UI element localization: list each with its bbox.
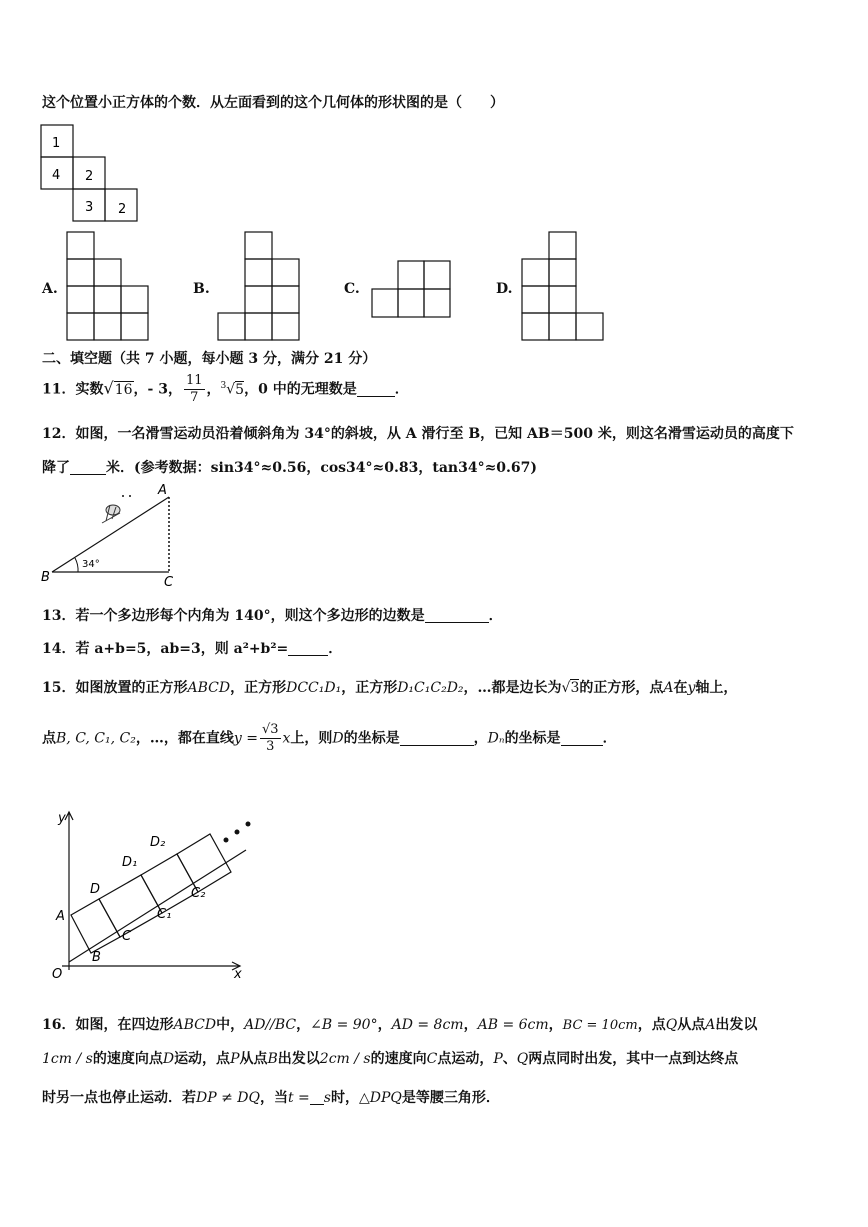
question-13: 13．若一个多边形每个内角为 140°，则这个多边形的边数是 ． bbox=[42, 608, 503, 624]
ellipsis-dot bbox=[224, 838, 229, 843]
point-label-c: C bbox=[122, 929, 132, 944]
option-b-label[interactable]: B. bbox=[193, 281, 210, 297]
axis-label-y: y bbox=[58, 811, 66, 826]
ellipsis-dot bbox=[246, 822, 251, 827]
label-a: A bbox=[158, 483, 167, 498]
point-label-d: D bbox=[90, 882, 101, 897]
label-c: C bbox=[164, 575, 174, 590]
axis-label-x: x bbox=[234, 967, 242, 982]
point-label-a: A bbox=[56, 909, 65, 924]
ski-slope-figure bbox=[40, 483, 190, 588]
section-heading: 二、填空题（共 7 小题，每小题 3 分，满分 21 分） bbox=[42, 351, 377, 367]
fraction-sqrt3-3: $\frac{√3}{3}$ bbox=[261, 722, 279, 754]
answer-blank-12[interactable] bbox=[70, 460, 106, 475]
point-label-d2: D₂ bbox=[150, 835, 166, 850]
answer-blank-15a[interactable] bbox=[400, 731, 474, 746]
option-c-label[interactable]: C. bbox=[344, 281, 360, 297]
cell-number-4: 3 bbox=[85, 200, 94, 215]
question-14: 14．若 a+b=5，ab=3，则 a²+b²= ． bbox=[42, 641, 343, 657]
cell-number-3: 2 bbox=[85, 169, 94, 184]
coordinate-squares-figure bbox=[40, 800, 260, 985]
option-d-figure[interactable] bbox=[521, 230, 605, 342]
top-view-grid-figure bbox=[40, 123, 145, 223]
answer-blank-16[interactable] bbox=[310, 1090, 324, 1105]
option-a-figure[interactable] bbox=[66, 230, 150, 342]
point-label-d1: D₁ bbox=[122, 855, 138, 870]
answer-blank-15b[interactable] bbox=[561, 731, 603, 746]
question-11: 11．实数√16，- 3， $\frac{11}{7}$ ，$^3$√5，0 中的无理数是 ． bbox=[42, 373, 409, 405]
ellipsis-dot bbox=[235, 830, 240, 835]
label-b: B bbox=[41, 570, 50, 585]
option-a-label[interactable]: A. bbox=[42, 281, 58, 297]
cell-number-2: 4 bbox=[52, 168, 61, 183]
answer-blank-13[interactable] bbox=[425, 608, 489, 623]
question-16-line3: 时另一点也停止运动．若DP ≠ DQ，当t = s时，△DPQ是等腰三角形． bbox=[42, 1090, 500, 1106]
fraction-11-7: $\frac{11}{7}$ bbox=[185, 373, 203, 405]
point-label-c1: C₁ bbox=[157, 907, 172, 922]
option-b-figure[interactable] bbox=[217, 230, 301, 342]
question-12-line2: 降了 米．(参考数据：sin34°≈0.56，cos34°≈0.83，tan34°≈0.67) bbox=[42, 460, 538, 476]
q10-tail-text: 这个位置小正方体的个数．从左面看到的这个几何体的形状图的是（ ） bbox=[42, 95, 504, 111]
option-d-label[interactable]: D. bbox=[496, 281, 513, 297]
question-15-line2: 点B, C, C₁, C₂，…，都在直线y = $\frac{√3}{3}$ x上，则D的坐标是 ，Dₙ的坐标是 ． bbox=[42, 722, 617, 754]
answer-blank-14[interactable] bbox=[288, 641, 328, 656]
cell-number-1: 1 bbox=[52, 136, 61, 151]
sqrt-symbol: √ bbox=[103, 378, 114, 398]
skier-icon bbox=[102, 505, 120, 523]
question-12-line1: 12．如图，一名滑雪运动员沿着倾斜角为 34°的斜坡，从 A 滑行至 B，已知 AB＝500 米，则这名滑雪运动员的高度下 bbox=[42, 426, 794, 442]
question-16-line1: 16．如图，在四边形ABCD中，AD//BC，∠B = 90°，AD = 8cm，AB = 6cm，BC = 10cm，点Q从点A出发以 bbox=[42, 1017, 758, 1033]
option-c-figure[interactable] bbox=[370, 259, 454, 319]
question-15-line1: 15．如图放置的正方形ABCD，正方形DCC₁D₁，正方形D₁C₁C₂D₂，…都是边长为√3的正方形，点A在y轴上， bbox=[42, 680, 738, 696]
cube-root-symbol: √ bbox=[226, 381, 236, 398]
cell-number-5: 2 bbox=[118, 202, 127, 217]
origin-label: O bbox=[52, 967, 63, 982]
point-label-b: B bbox=[92, 950, 101, 965]
sqrt-symbol: √ bbox=[561, 680, 571, 696]
point-label-c2: C₂ bbox=[191, 886, 206, 901]
answer-blank-11[interactable] bbox=[357, 382, 395, 397]
angle-label: 34° bbox=[82, 559, 100, 570]
question-16-line2: 1cm / s的速度向点D运动，点P从点B出发以2cm / s的速度向C点运动，P、Q两点同时出发，其中一点到达终点 bbox=[42, 1051, 739, 1067]
